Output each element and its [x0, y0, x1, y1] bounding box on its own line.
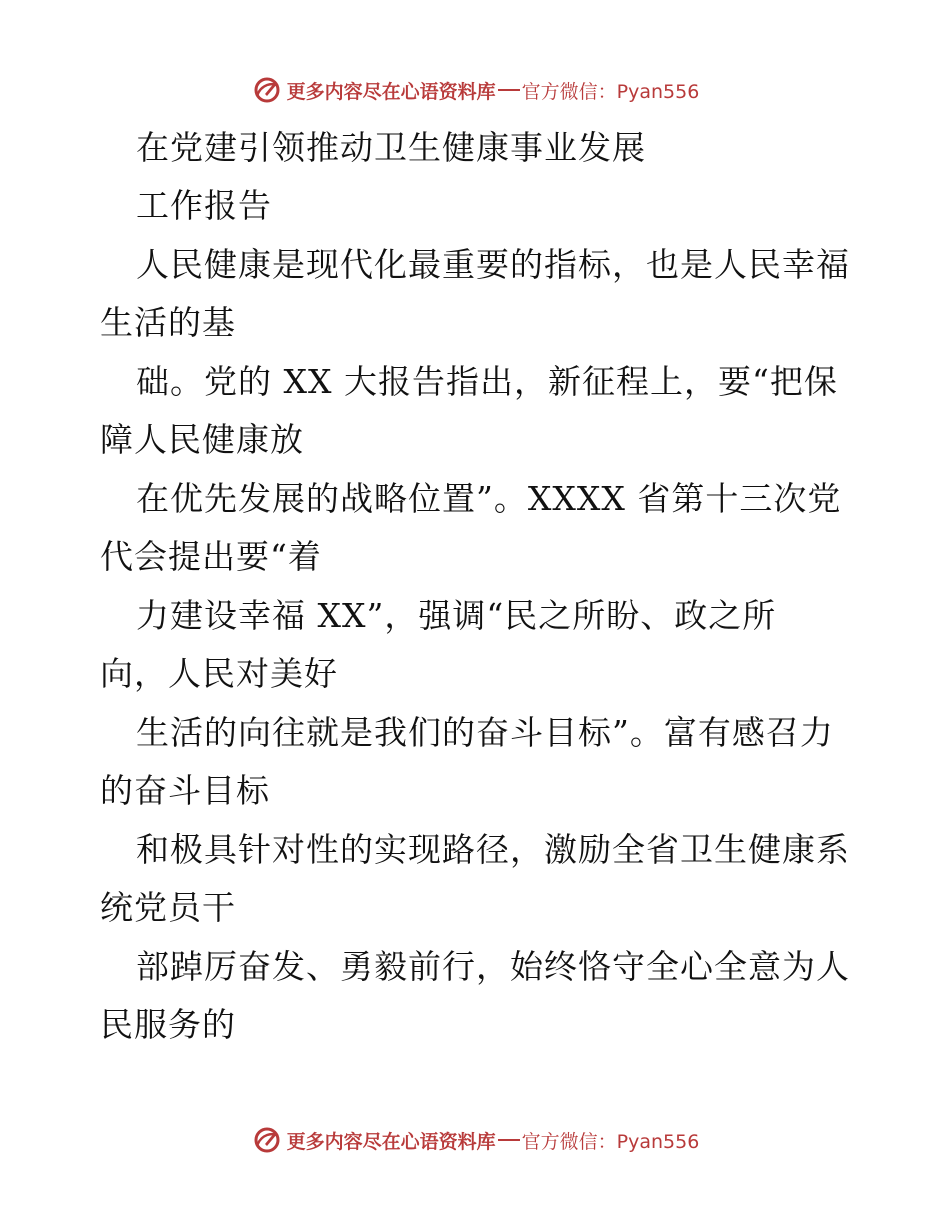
- header-banner: [0, 70, 950, 110]
- doc-paragraph-line: 人民健康是现代化最重要的指标，也是人民幸福: [136, 245, 850, 284]
- doc-paragraph-line: 部踔厉奋发、勇毅前行，始终恪守全心全意为人: [136, 947, 850, 986]
- doc-paragraph-line: 础。党的 XX 大报告指出，新征程上，要“把保: [136, 362, 838, 401]
- doc-paragraph-line: 障人民健康放: [100, 420, 304, 459]
- doc-paragraph-line: 代会提出要“着: [100, 537, 322, 576]
- doc-paragraph-line: 力建设幸福 XX”，强调“民之所盼、政之所: [136, 596, 777, 635]
- footer-wechat-text: 官方微信：Pyan556: [521, 1130, 700, 1153]
- header-wechat-text: 官方微信：Pyan556: [521, 80, 700, 103]
- footer-banner: [0, 1120, 950, 1160]
- doc-title-line-2: 工作报告: [136, 186, 272, 225]
- footer-site-text: 更多内容尽在心语资料库: [286, 1130, 496, 1153]
- doc-paragraph-line: 民服务的: [100, 1005, 236, 1044]
- doc-paragraph-line: 向，人民对美好: [100, 654, 338, 693]
- pen-swirl-logo-icon: [251, 74, 283, 106]
- footer-dash: [498, 1139, 520, 1141]
- header-site-text: 更多内容尽在心语资料库: [286, 80, 496, 103]
- doc-title-line-1: 在党建引领推动卫生健康事业发展: [136, 128, 646, 167]
- doc-paragraph-line: 和极具针对性的实现路径，激励全省卫生健康系: [136, 830, 850, 869]
- doc-paragraph-line: 生活的基: [100, 303, 236, 342]
- pen-swirl-logo-icon: [251, 1124, 283, 1156]
- doc-paragraph-line: 生活的向往就是我们的奋斗目标”。富有感召力: [136, 713, 834, 752]
- doc-paragraph-line: 在优先发展的战略位置”。XXXX 省第十三次党: [136, 479, 842, 518]
- doc-paragraph-line: 的奋斗目标: [100, 771, 270, 810]
- doc-paragraph-line: 统党员干: [100, 888, 236, 927]
- header-dash: [498, 89, 520, 91]
